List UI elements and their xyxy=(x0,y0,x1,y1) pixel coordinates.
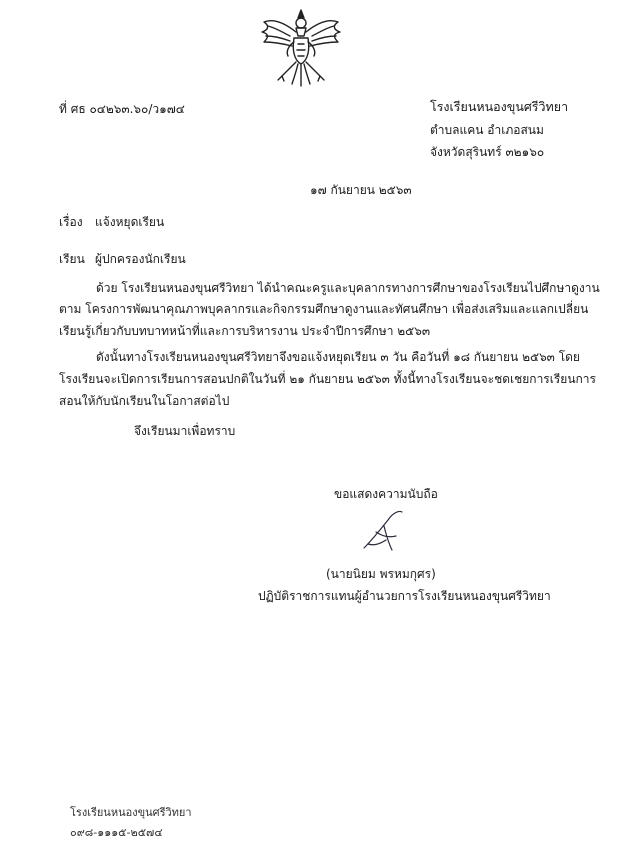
address-line-2: จังหวัดสุรินทร์ ๓๒๑๖๐ xyxy=(430,145,545,159)
subject-text: แจ้งหยุดเรียน xyxy=(95,215,165,229)
body-paragraph-2-line-3: สอนให้กับนักเรียนในโอกาสต่อไป xyxy=(59,394,230,408)
body-paragraph-2-line-2: โรงเรียนจะเปิดการเรียนการสอนปกติในวันที่ ๒๑ กันยายน ๒๕๖๓ ทั้งนี้ทางโรงเรียนจะชดเชยการเรียนการ xyxy=(59,372,596,386)
signatory-position: ปฏิบัติราชการแทนผู้อำนวยการโรงเรียนหนองขุนศรีวิทยา xyxy=(258,589,551,603)
footer-school-name: โรงเรียนหนองขุนศรีวิทยา xyxy=(70,806,192,819)
garuda-emblem-icon xyxy=(258,6,344,88)
closing-salutation: ขอแสดงความนับถือ xyxy=(334,487,438,501)
address-line-1: ตำบลแคน อำเภอสนม xyxy=(430,123,544,137)
letter-date: ๑๗ กันยายน ๒๕๖๓ xyxy=(310,183,412,197)
body-paragraph-1-line-2: ตาม โครงการพัฒนาคุณภาพบุคลากรและกิจกรรมศึกษาดูงานและทัศนศึกษา เพื่อส่งเสริมและแลกเปลี่ยน xyxy=(59,302,589,316)
subject-label: เรื่อง xyxy=(59,215,83,229)
handwritten-signature xyxy=(358,508,412,556)
recipient-label: เรียน xyxy=(59,252,85,266)
recipient-text: ผู้ปกครองนักเรียน xyxy=(95,252,186,266)
signatory-name: (นายนิยม พรหมกุศร) xyxy=(326,567,436,581)
school-name-header: โรงเรียนหนองขุนศรีวิทยา xyxy=(430,99,569,114)
body-paragraph-1-line-1: ด้วย โรงเรียนหนองขุนศรีวิทยา ได้นำคณะครูและบุคลากรทางการศึกษาของโรงเรียนไปศึกษาดูงาน xyxy=(96,281,600,295)
footer-phone: ๐๙๘-๑๑๑๕-๒๕๗๔ xyxy=(70,826,163,839)
closing-request: จึงเรียนมาเพื่อทราบ xyxy=(134,424,236,438)
reference-number: ที่ ศธ ๐๔๒๖๓.๖๐/ว๑๗๔ xyxy=(59,102,185,116)
body-paragraph-2-line-1: ดังนั้นทางโรงเรียนหนองขุนศรีวิทยาจึงขอแจ้งหยุดเรียน ๓ วัน คือวันที่ ๑๘ กันยายน ๒๕๖๓ โดย xyxy=(96,350,580,364)
body-paragraph-1-line-3: เรียนรู้เกี่ยวกับบทบาทหน้าที่และการบริหารงาน ประจำปีการศึกษา ๒๕๖๓ xyxy=(59,324,431,338)
